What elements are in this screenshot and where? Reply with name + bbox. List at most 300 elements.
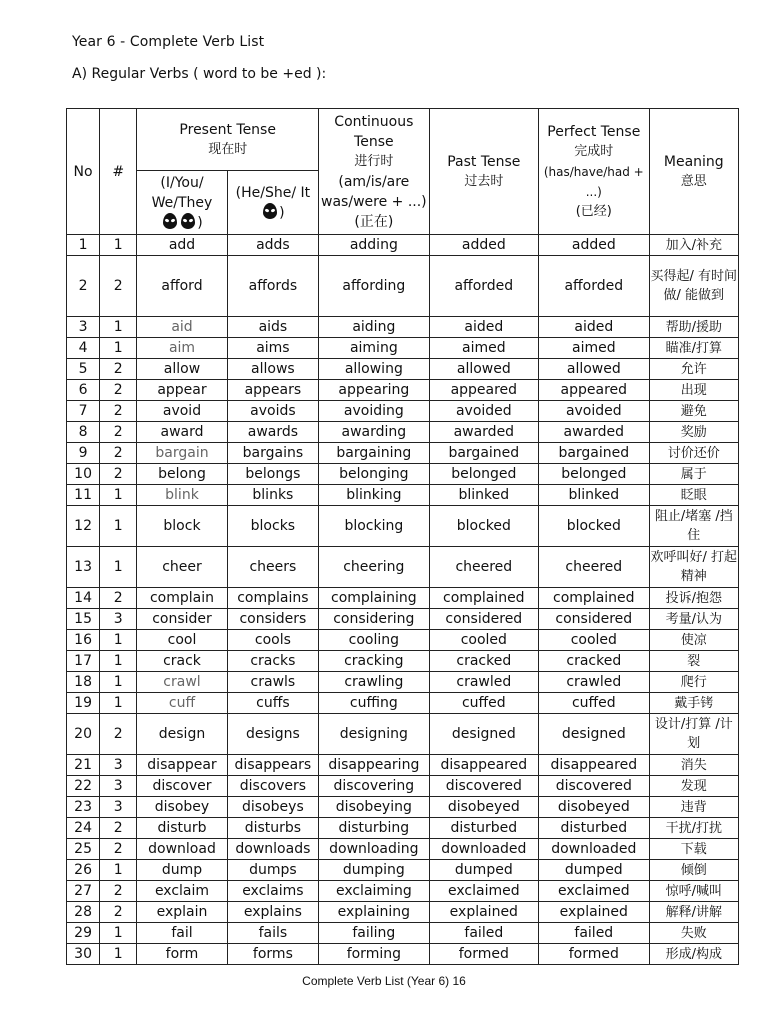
cell-past: cracked bbox=[429, 651, 538, 672]
table-row bbox=[67, 609, 739, 630]
cell-present-singular: disobeys bbox=[227, 797, 318, 818]
cell-meaning: 加入/补充 bbox=[649, 235, 738, 256]
cell-continuous: downloading bbox=[319, 839, 429, 860]
cell-syllables: 2 bbox=[100, 443, 137, 464]
cell-perfect: blocked bbox=[539, 506, 649, 547]
cell-present-plural: design bbox=[137, 714, 227, 755]
cell-perfect: awarded bbox=[539, 422, 649, 443]
cell-continuous: aiming bbox=[319, 338, 429, 359]
cell-present-plural: fail bbox=[137, 923, 227, 944]
cell-meaning: 买得起/ 有时间做/ 能做到 bbox=[649, 256, 738, 317]
table-row bbox=[67, 839, 739, 860]
cell-past: designed bbox=[429, 714, 538, 755]
cell-past: downloaded bbox=[429, 839, 538, 860]
cell-continuous: affording bbox=[319, 256, 429, 317]
header-present bbox=[137, 109, 319, 171]
cell-meaning: 讨价还价 bbox=[649, 443, 738, 464]
cell-continuous: disobeying bbox=[319, 797, 429, 818]
cell-present-plural: download bbox=[137, 839, 227, 860]
cell-syllables: 1 bbox=[100, 506, 137, 547]
cell-present-plural: disappear bbox=[137, 755, 227, 776]
cell-meaning: 倾倒 bbox=[649, 860, 738, 881]
cell-syllables: 2 bbox=[100, 902, 137, 923]
cell-continuous: designing bbox=[319, 714, 429, 755]
cell-no: 17 bbox=[67, 651, 100, 672]
header-meaning bbox=[649, 109, 738, 235]
cell-meaning: 消失 bbox=[649, 755, 738, 776]
cell-present-plural: discover bbox=[137, 776, 227, 797]
cell-past: afforded bbox=[429, 256, 538, 317]
cell-continuous: forming bbox=[319, 944, 429, 965]
table-row bbox=[67, 672, 739, 693]
cell-perfect: exclaimed bbox=[539, 881, 649, 902]
cell-present-plural: bargain bbox=[137, 443, 227, 464]
cell-no: 13 bbox=[67, 547, 100, 588]
cell-no: 7 bbox=[67, 401, 100, 422]
cell-no: 19 bbox=[67, 693, 100, 714]
table-row bbox=[67, 902, 739, 923]
cell-present-plural: exclaim bbox=[137, 881, 227, 902]
cell-syllables: 1 bbox=[100, 630, 137, 651]
table-row bbox=[67, 359, 739, 380]
cell-no: 20 bbox=[67, 714, 100, 755]
cell-past: cuffed bbox=[429, 693, 538, 714]
cell-past: blinked bbox=[429, 485, 538, 506]
cell-no: 27 bbox=[67, 881, 100, 902]
cell-meaning: 使凉 bbox=[649, 630, 738, 651]
cell-meaning: 失败 bbox=[649, 923, 738, 944]
cell-meaning: 解释/讲解 bbox=[649, 902, 738, 923]
cell-present-plural: disobey bbox=[137, 797, 227, 818]
cell-no: 12 bbox=[67, 506, 100, 547]
verb-table bbox=[66, 108, 739, 965]
cell-perfect: cuffed bbox=[539, 693, 649, 714]
cell-perfect: aimed bbox=[539, 338, 649, 359]
header-present-singular-label: (He/She/ It bbox=[235, 184, 311, 201]
cell-no: 9 bbox=[67, 443, 100, 464]
cell-continuous: considering bbox=[319, 609, 429, 630]
cell-present-singular: dumps bbox=[227, 860, 318, 881]
cell-past: discovered bbox=[429, 776, 538, 797]
cell-past: dumped bbox=[429, 860, 538, 881]
header-present-singular bbox=[227, 171, 318, 235]
cell-syllables: 2 bbox=[100, 818, 137, 839]
header-continuous-label: Continuous Tense bbox=[334, 113, 414, 150]
table-row bbox=[67, 380, 739, 401]
cell-continuous: cracking bbox=[319, 651, 429, 672]
cell-continuous: exclaiming bbox=[319, 881, 429, 902]
cell-present-plural: belong bbox=[137, 464, 227, 485]
cell-perfect: complained bbox=[539, 588, 649, 609]
header-present-plural-label: (I/You/ We/They bbox=[151, 174, 213, 211]
cell-no: 8 bbox=[67, 422, 100, 443]
cell-past: avoided bbox=[429, 401, 538, 422]
header-perfect-cn: 完成时 bbox=[574, 143, 614, 159]
cell-perfect: disturbed bbox=[539, 818, 649, 839]
cell-meaning: 奖励 bbox=[649, 422, 738, 443]
cell-present-plural: afford bbox=[137, 256, 227, 317]
table-row bbox=[67, 422, 739, 443]
cell-past: added bbox=[429, 235, 538, 256]
cell-present-plural: explain bbox=[137, 902, 227, 923]
cell-no: 11 bbox=[67, 485, 100, 506]
cell-present-singular: designs bbox=[227, 714, 318, 755]
cell-no: 23 bbox=[67, 797, 100, 818]
cell-present-singular: avoids bbox=[227, 401, 318, 422]
cell-past: awarded bbox=[429, 422, 538, 443]
cell-past: exclaimed bbox=[429, 881, 538, 902]
cell-continuous: discovering bbox=[319, 776, 429, 797]
cell-continuous: cooling bbox=[319, 630, 429, 651]
cell-present-singular: cracks bbox=[227, 651, 318, 672]
cell-syllables: 2 bbox=[100, 422, 137, 443]
table-row bbox=[67, 693, 739, 714]
cell-perfect: disobeyed bbox=[539, 797, 649, 818]
cell-syllables: 2 bbox=[100, 839, 137, 860]
cell-meaning: 瞄准/打算 bbox=[649, 338, 738, 359]
cell-continuous: cuffing bbox=[319, 693, 429, 714]
cell-present-plural: cuff bbox=[137, 693, 227, 714]
cell-no: 25 bbox=[67, 839, 100, 860]
cell-no: 6 bbox=[67, 380, 100, 401]
cell-perfect: cracked bbox=[539, 651, 649, 672]
header-perfect bbox=[539, 109, 649, 235]
cell-past: disobeyed bbox=[429, 797, 538, 818]
header-past bbox=[429, 109, 538, 235]
cell-perfect: bargained bbox=[539, 443, 649, 464]
cell-present-singular: appears bbox=[227, 380, 318, 401]
header-present-cn: 现在时 bbox=[208, 141, 248, 157]
cell-present-singular: adds bbox=[227, 235, 318, 256]
cell-present-plural: aim bbox=[137, 338, 227, 359]
cell-syllables: 2 bbox=[100, 380, 137, 401]
cell-present-singular: forms bbox=[227, 944, 318, 965]
cell-no: 28 bbox=[67, 902, 100, 923]
cell-meaning: 设计/打算 /计划 bbox=[649, 714, 738, 755]
cell-no: 21 bbox=[67, 755, 100, 776]
cell-meaning: 惊呼/喊叫 bbox=[649, 881, 738, 902]
cell-syllables: 3 bbox=[100, 797, 137, 818]
table-row bbox=[67, 881, 739, 902]
cell-present-singular: downloads bbox=[227, 839, 318, 860]
cell-meaning: 裂 bbox=[649, 651, 738, 672]
header-present-label: Present Tense bbox=[179, 121, 276, 138]
cell-present-singular: belongs bbox=[227, 464, 318, 485]
cell-past: crawled bbox=[429, 672, 538, 693]
cell-syllables: 2 bbox=[100, 881, 137, 902]
cell-perfect: failed bbox=[539, 923, 649, 944]
cell-syllables: 1 bbox=[100, 672, 137, 693]
cell-present-singular: fails bbox=[227, 923, 318, 944]
cell-no: 24 bbox=[67, 818, 100, 839]
table-row bbox=[67, 944, 739, 965]
table-row bbox=[67, 755, 739, 776]
table-row bbox=[67, 338, 739, 359]
cell-continuous: avoiding bbox=[319, 401, 429, 422]
cell-present-singular: explains bbox=[227, 902, 318, 923]
cell-present-plural: cheer bbox=[137, 547, 227, 588]
cell-syllables: 1 bbox=[100, 651, 137, 672]
cell-meaning: 发现 bbox=[649, 776, 738, 797]
cell-perfect: disappeared bbox=[539, 755, 649, 776]
table-row bbox=[67, 401, 739, 422]
header-present-singular-close: ) bbox=[279, 204, 285, 221]
cell-no: 4 bbox=[67, 338, 100, 359]
cell-syllables: 1 bbox=[100, 547, 137, 588]
cell-perfect: explained bbox=[539, 902, 649, 923]
cell-present-plural: add bbox=[137, 235, 227, 256]
cell-meaning: 爬行 bbox=[649, 672, 738, 693]
cell-meaning: 欢呼叫好/ 打起精神 bbox=[649, 547, 738, 588]
cell-continuous: failing bbox=[319, 923, 429, 944]
table-row bbox=[67, 235, 739, 256]
cell-no: 5 bbox=[67, 359, 100, 380]
cell-perfect: considered bbox=[539, 609, 649, 630]
cell-present-singular: aims bbox=[227, 338, 318, 359]
cell-continuous: dumping bbox=[319, 860, 429, 881]
cell-present-plural: aid bbox=[137, 317, 227, 338]
cell-syllables: 1 bbox=[100, 693, 137, 714]
cell-past: disturbed bbox=[429, 818, 538, 839]
cell-syllables: 2 bbox=[100, 256, 137, 317]
table-row bbox=[67, 776, 739, 797]
cell-present-singular: considers bbox=[227, 609, 318, 630]
cell-past: cooled bbox=[429, 630, 538, 651]
header-no: No bbox=[67, 109, 100, 235]
cell-present-singular: disappears bbox=[227, 755, 318, 776]
cell-present-plural: disturb bbox=[137, 818, 227, 839]
alien-head-icon bbox=[181, 213, 195, 229]
header-present-plural-close: ) bbox=[197, 214, 203, 231]
header-hash: # bbox=[100, 109, 137, 235]
cell-meaning: 出现 bbox=[649, 380, 738, 401]
cell-syllables: 3 bbox=[100, 755, 137, 776]
cell-present-plural: complain bbox=[137, 588, 227, 609]
table-row bbox=[67, 714, 739, 755]
cell-syllables: 2 bbox=[100, 359, 137, 380]
cell-continuous: bargaining bbox=[319, 443, 429, 464]
cell-meaning: 属于 bbox=[649, 464, 738, 485]
cell-no: 15 bbox=[67, 609, 100, 630]
cell-present-plural: award bbox=[137, 422, 227, 443]
cell-present-plural: allow bbox=[137, 359, 227, 380]
cell-past: formed bbox=[429, 944, 538, 965]
cell-continuous: adding bbox=[319, 235, 429, 256]
cell-perfect: belonged bbox=[539, 464, 649, 485]
table-row bbox=[67, 923, 739, 944]
cell-syllables: 1 bbox=[100, 338, 137, 359]
table-row bbox=[67, 317, 739, 338]
cell-meaning: 违背 bbox=[649, 797, 738, 818]
cell-present-singular: allows bbox=[227, 359, 318, 380]
table-row bbox=[67, 797, 739, 818]
cell-present-singular: complains bbox=[227, 588, 318, 609]
cell-perfect: aided bbox=[539, 317, 649, 338]
cell-past: bargained bbox=[429, 443, 538, 464]
cell-no: 2 bbox=[67, 256, 100, 317]
cell-present-plural: avoid bbox=[137, 401, 227, 422]
cell-continuous: belonging bbox=[319, 464, 429, 485]
cell-no: 18 bbox=[67, 672, 100, 693]
cell-past: considered bbox=[429, 609, 538, 630]
cell-present-plural: cool bbox=[137, 630, 227, 651]
cell-perfect: cheered bbox=[539, 547, 649, 588]
cell-syllables: 2 bbox=[100, 588, 137, 609]
cell-no: 29 bbox=[67, 923, 100, 944]
cell-present-singular: awards bbox=[227, 422, 318, 443]
cell-continuous: disturbing bbox=[319, 818, 429, 839]
cell-perfect: dumped bbox=[539, 860, 649, 881]
cell-past: complained bbox=[429, 588, 538, 609]
cell-no: 30 bbox=[67, 944, 100, 965]
cell-continuous: explaining bbox=[319, 902, 429, 923]
cell-present-plural: appear bbox=[137, 380, 227, 401]
cell-perfect: afforded bbox=[539, 256, 649, 317]
cell-syllables: 3 bbox=[100, 776, 137, 797]
cell-no: 1 bbox=[67, 235, 100, 256]
table-row bbox=[67, 818, 739, 839]
cell-present-singular: blinks bbox=[227, 485, 318, 506]
cell-syllables: 1 bbox=[100, 235, 137, 256]
cell-meaning: 眨眼 bbox=[649, 485, 738, 506]
cell-syllables: 1 bbox=[100, 485, 137, 506]
cell-no: 10 bbox=[67, 464, 100, 485]
cell-syllables: 1 bbox=[100, 923, 137, 944]
cell-no: 14 bbox=[67, 588, 100, 609]
cell-continuous: blocking bbox=[319, 506, 429, 547]
cell-syllables: 1 bbox=[100, 944, 137, 965]
cell-perfect: blinked bbox=[539, 485, 649, 506]
cell-perfect: crawled bbox=[539, 672, 649, 693]
cell-meaning: 形成/构成 bbox=[649, 944, 738, 965]
cell-present-plural: block bbox=[137, 506, 227, 547]
cell-no: 22 bbox=[67, 776, 100, 797]
cell-syllables: 2 bbox=[100, 464, 137, 485]
cell-continuous: aiding bbox=[319, 317, 429, 338]
cell-present-plural: consider bbox=[137, 609, 227, 630]
cell-past: appeared bbox=[429, 380, 538, 401]
cell-perfect: discovered bbox=[539, 776, 649, 797]
header-perfect-sub: (has/have/had + ...) bbox=[543, 164, 644, 199]
header-perfect-sub-cn: (已经) bbox=[575, 203, 612, 219]
cell-meaning: 帮助/援助 bbox=[649, 317, 738, 338]
cell-past: disappeared bbox=[429, 755, 538, 776]
cell-present-singular: exclaims bbox=[227, 881, 318, 902]
table-row bbox=[67, 256, 739, 317]
cell-present-singular: affords bbox=[227, 256, 318, 317]
cell-present-singular: discovers bbox=[227, 776, 318, 797]
cell-present-singular: cheers bbox=[227, 547, 318, 588]
header-perfect-label: Perfect Tense bbox=[547, 123, 641, 140]
cell-past: explained bbox=[429, 902, 538, 923]
cell-syllables: 3 bbox=[100, 609, 137, 630]
cell-syllables: 2 bbox=[100, 401, 137, 422]
cell-perfect: formed bbox=[539, 944, 649, 965]
cell-present-plural: crawl bbox=[137, 672, 227, 693]
cell-past: blocked bbox=[429, 506, 538, 547]
cell-present-plural: form bbox=[137, 944, 227, 965]
cell-meaning: 投诉/抱怨 bbox=[649, 588, 738, 609]
cell-meaning: 允许 bbox=[649, 359, 738, 380]
cell-past: belonged bbox=[429, 464, 538, 485]
cell-past: failed bbox=[429, 923, 538, 944]
cell-continuous: blinking bbox=[319, 485, 429, 506]
table-row bbox=[67, 506, 739, 547]
cell-perfect: designed bbox=[539, 714, 649, 755]
cell-perfect: downloaded bbox=[539, 839, 649, 860]
header-continuous-sub: (am/is/are was/were + ...) (正在) bbox=[321, 173, 427, 230]
cell-no: 16 bbox=[67, 630, 100, 651]
cell-continuous: allowing bbox=[319, 359, 429, 380]
cell-perfect: cooled bbox=[539, 630, 649, 651]
verb-table-body bbox=[67, 235, 739, 965]
cell-past: cheered bbox=[429, 547, 538, 588]
cell-no: 26 bbox=[67, 860, 100, 881]
cell-present-singular: cools bbox=[227, 630, 318, 651]
cell-present-plural: crack bbox=[137, 651, 227, 672]
cell-continuous: crawling bbox=[319, 672, 429, 693]
cell-past: aimed bbox=[429, 338, 538, 359]
cell-meaning: 下载 bbox=[649, 839, 738, 860]
cell-meaning: 避免 bbox=[649, 401, 738, 422]
table-row bbox=[67, 860, 739, 881]
cell-perfect: added bbox=[539, 235, 649, 256]
table-row bbox=[67, 630, 739, 651]
table-row bbox=[67, 588, 739, 609]
header-past-label: Past Tense bbox=[447, 153, 521, 170]
header-present-plural bbox=[137, 171, 227, 235]
cell-present-singular: crawls bbox=[227, 672, 318, 693]
cell-meaning: 干扰/打扰 bbox=[649, 818, 738, 839]
page-footer: Complete Verb List (Year 6) 16 bbox=[302, 974, 466, 988]
cell-present-singular: aids bbox=[227, 317, 318, 338]
alien-head-icon bbox=[163, 213, 177, 229]
cell-present-singular: disturbs bbox=[227, 818, 318, 839]
header-continuous-cn: 进行时 bbox=[354, 153, 394, 169]
cell-continuous: cheering bbox=[319, 547, 429, 588]
cell-continuous: complaining bbox=[319, 588, 429, 609]
cell-syllables: 1 bbox=[100, 317, 137, 338]
cell-past: aided bbox=[429, 317, 538, 338]
cell-meaning: 考量/认为 bbox=[649, 609, 738, 630]
table-row bbox=[67, 651, 739, 672]
alien-head-icon bbox=[263, 203, 277, 219]
verb-table-container bbox=[66, 108, 739, 965]
header-meaning-cn: 意思 bbox=[680, 173, 707, 189]
cell-continuous: appearing bbox=[319, 380, 429, 401]
header-meaning-label: Meaning bbox=[663, 153, 724, 170]
table-row bbox=[67, 464, 739, 485]
document-title: Year 6 - Complete Verb List bbox=[72, 34, 265, 50]
cell-continuous: awarding bbox=[319, 422, 429, 443]
cell-present-singular: bargains bbox=[227, 443, 318, 464]
table-row bbox=[67, 443, 739, 464]
cell-present-singular: blocks bbox=[227, 506, 318, 547]
header-continuous bbox=[319, 109, 429, 235]
table-row bbox=[67, 547, 739, 588]
cell-past: allowed bbox=[429, 359, 538, 380]
cell-present-plural: dump bbox=[137, 860, 227, 881]
header-past-cn: 过去时 bbox=[464, 173, 504, 189]
cell-continuous: disappearing bbox=[319, 755, 429, 776]
cell-meaning: 戴手铐 bbox=[649, 693, 738, 714]
cell-perfect: allowed bbox=[539, 359, 649, 380]
cell-present-singular: cuffs bbox=[227, 693, 318, 714]
cell-perfect: appeared bbox=[539, 380, 649, 401]
cell-present-plural: blink bbox=[137, 485, 227, 506]
cell-no: 3 bbox=[67, 317, 100, 338]
section-title: A) Regular Verbs ( word to be +ed ): bbox=[72, 66, 327, 82]
